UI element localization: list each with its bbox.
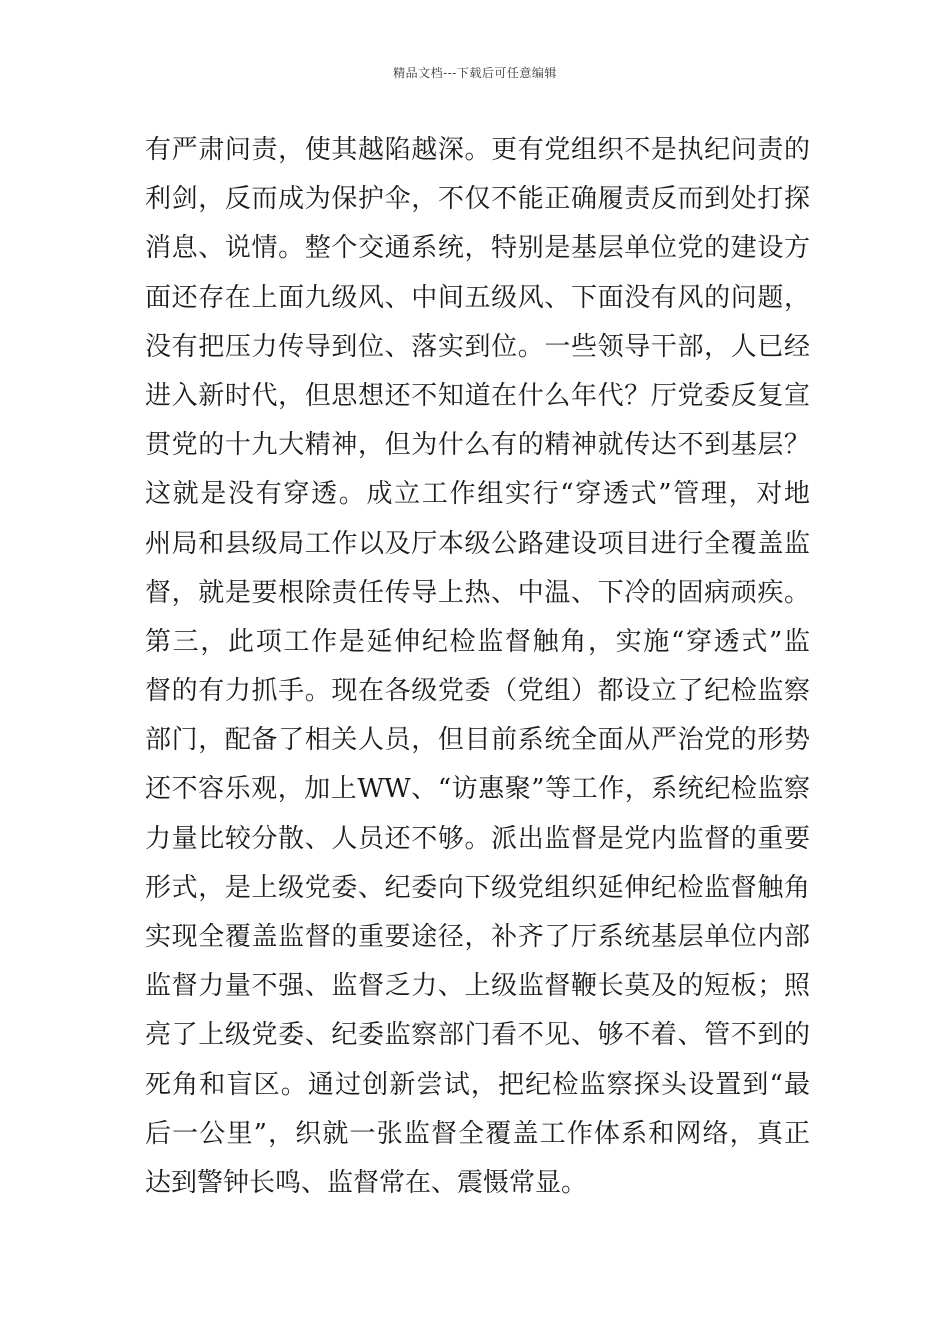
text-line: 力量比较分散、人员还不够。派出监督是党内监督的重要 bbox=[145, 823, 810, 854]
text-line: 贯党的十九大精神，但为什么有的精神就传达不到基层？ bbox=[145, 430, 810, 461]
text-line: 没有把压力传导到位、落实到位。一些领导干部，人已经 bbox=[145, 331, 810, 362]
text-line: 死角和盲区。通过创新尝试，把纪检监察探头设置到“最 bbox=[145, 1069, 810, 1100]
text-line: 形式，是上级党委、纪委向下级党组织延伸纪检监督触角 bbox=[145, 872, 810, 903]
text-line: 州局和县级局工作以及厅本级公路建设项目进行全覆盖监 bbox=[145, 528, 810, 559]
text-line: 消息、说情。整个交通系统，特别是基层单位党的建设方 bbox=[145, 233, 810, 264]
text-line: 利剑，反而成为保护伞，不仅不能正确履责反而到处打探 bbox=[145, 184, 810, 215]
text-line: 监督力量不强、监督乏力、上级监督鞭长莫及的短板；照 bbox=[145, 971, 810, 1002]
text-line: 面还存在上面九级风、中间五级风、下面没有风的问题， bbox=[145, 282, 810, 313]
header-note: 精品文档---下载后可任意编辑 bbox=[393, 66, 557, 80]
body-text bbox=[145, 126, 810, 1208]
text-line: 有严肃问责，使其越陷越深。更有党组织不是执纪问责的 bbox=[145, 135, 810, 165]
text-line: 达到警钟长鸣、监督常在、震慑常显。 bbox=[145, 1167, 588, 1198]
text-line: 实现全覆盖监督的重要途径，补齐了厅系统基层单位内部 bbox=[145, 922, 810, 952]
text-line: 进入新时代，但思想还不知道在什么年代？厅党委反复宣 bbox=[145, 380, 810, 411]
text-line: 这就是没有穿透。成立工作组实行“穿透式”管理，对地 bbox=[145, 479, 810, 510]
text-line: 第三，此项工作是延伸纪检监督触角，实施“穿透式”监 bbox=[145, 626, 810, 657]
text-line: 后一公里”，织就一张监督全覆盖工作体系和网络，真正 bbox=[145, 1118, 810, 1149]
text-line: 督的有力抓手。现在各级党委（党组）都设立了纪检监察 bbox=[145, 676, 810, 707]
text-line: 部门，配备了相关人员，但目前系统全面从严治党的形势 bbox=[145, 725, 810, 756]
text-line: 督，就是要根除责任传导上热、中温、下冷的固病顽疾。 bbox=[145, 577, 810, 608]
text-line: 亮了上级党委、纪委监察部门看不见、够不着、管不到的 bbox=[145, 1020, 810, 1051]
text-line: 还不容乐观，加上WW、“访惠聚”等工作，系统纪检监察 bbox=[145, 774, 810, 805]
